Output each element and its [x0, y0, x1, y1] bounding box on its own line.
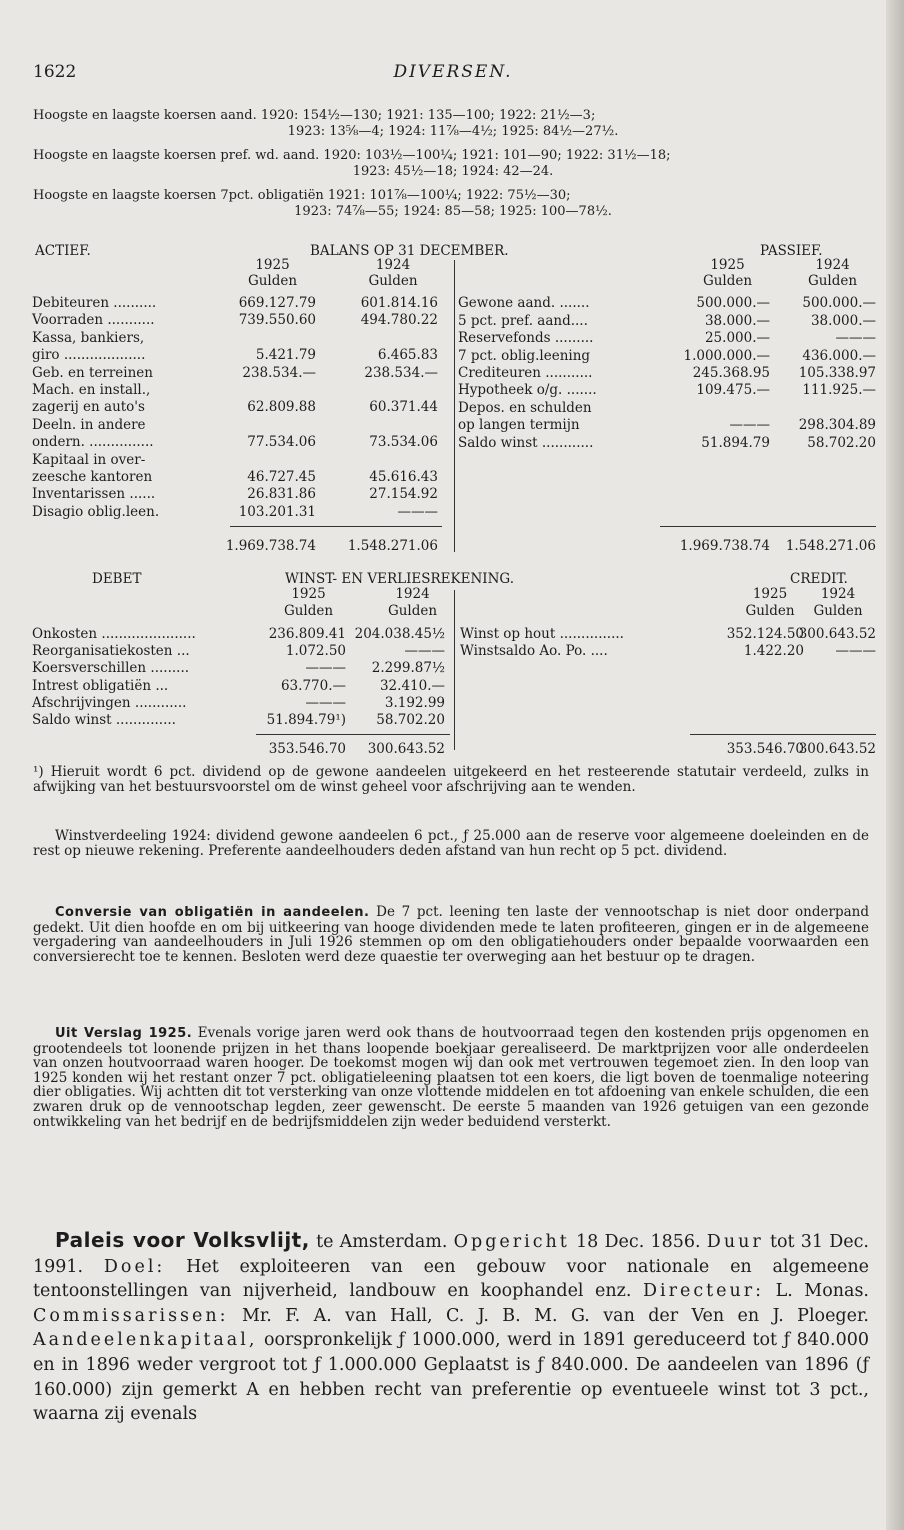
entry-text: oorspronkelijk ƒ 1000.000, werd in 1891 gereduceerd tot ƒ 840.000 en in 1896 weder vergroot tot ƒ 1.000.000 Geplaatst is ƒ 840.000. De aandeelen van 1896 (ƒ 160.000) zijn gemerkt A en hebben recht van preferentie op eventueele winst tot 3 pct., waarna zij evenals	[33, 1330, 869, 1425]
column-divider	[454, 590, 455, 750]
year-header: 1924	[395, 586, 430, 602]
currency-header: Gulden	[283, 603, 334, 619]
liability-value-1924: 58.702.20	[807, 434, 876, 451]
debit-label: Onkosten ......................	[32, 626, 196, 642]
liability-value-1924: ———	[835, 330, 876, 347]
debit-value-1925: 1.072.50	[285, 643, 346, 660]
field-label: Duur	[706, 1232, 764, 1252]
year-header: 1925	[752, 586, 788, 602]
asset-value-1925: 26.831.86	[247, 486, 316, 503]
conversie-heading: Conversie van obligatiën in aandeelen.	[55, 905, 370, 920]
year-header: 1925	[255, 257, 290, 273]
price-range-line: 1923: 45½—18; 1924: 42—24.	[352, 164, 554, 179]
debit-value-1925: 63.770.—	[280, 677, 346, 694]
debit-label: Reorganisatiekosten ...	[32, 643, 190, 660]
price-range-line: Hoogste en laagste koersen pref. wd. aand. 1920: 103½—100¼; 1921: 101—90; 1922: 31½—18;	[33, 148, 671, 163]
liability-value-1925	[664, 401, 770, 416]
verslag-paragraph	[33, 1026, 869, 1129]
asset-value-1924: 601.814.16	[360, 295, 438, 311]
credit-label: Winstsaldo Ao. Po. ....	[460, 643, 608, 660]
liability-value-1925: 38.000.—	[704, 312, 770, 329]
asset-value-1925: 5.421.79	[255, 347, 316, 364]
credit-value-1924: ———	[835, 643, 876, 660]
year-header: 1925	[291, 586, 326, 602]
liability-value-1924: 298.304.89	[798, 417, 876, 434]
currency-header: Gulden	[368, 273, 418, 289]
debit-value-1925: 51.894.79¹)	[266, 712, 346, 728]
debit-value-1924: 32.410.—	[379, 677, 445, 694]
paleis-entry	[33, 1228, 869, 1427]
balance-left-title: ACTIEF.	[35, 243, 91, 259]
debit-value-1924: 3.192.99	[384, 694, 445, 711]
liability-value-1925: 109.475.—	[696, 382, 770, 399]
column-divider	[454, 260, 455, 552]
credit-label: Winst op hout ...............	[460, 626, 624, 642]
currency-header: Gulden	[745, 603, 795, 619]
liability-value-1924: 436.000.—	[802, 347, 876, 364]
debit-label: Saldo winst ..............	[32, 712, 176, 728]
liability-value-1924: 105.338.97	[798, 365, 876, 381]
debit-value-1925: ———	[305, 694, 346, 711]
liability-value-1924: 38.000.—	[810, 312, 876, 329]
liability-value-1925: ———	[729, 417, 770, 434]
field-label: Doel:	[103, 1256, 166, 1277]
liability-label: Depos. en schulden	[458, 399, 592, 416]
asset-label: Geb. en terreinen	[32, 364, 153, 381]
liability-value-1925	[664, 279, 770, 294]
price-range-ordinary	[33, 108, 873, 140]
asset-value-1924: 45.616.43	[369, 469, 438, 485]
asset-value-1925	[216, 383, 316, 398]
liability-label: Hypotheek o/g. .......	[458, 382, 597, 399]
asset-value-1924: ———	[397, 503, 438, 520]
page-header	[33, 62, 873, 86]
asset-label: zeesche kantoren	[32, 469, 153, 485]
asset-value-1924	[338, 331, 438, 346]
pnl-left-title: DEBET	[92, 571, 142, 587]
entry-text: tot 31 Dec. 1991.	[33, 1232, 869, 1277]
asset-label: Kapitaal in over-	[32, 451, 146, 468]
assets-total-1925: 1.969.738.74	[225, 538, 316, 554]
liability-value-1924	[778, 279, 876, 294]
year-header: 1924	[820, 586, 856, 602]
price-range-line: Hoogste en laagste koersen 7pct. obligatiën 1921: 101⅞—100¼; 1922: 75½—30;	[33, 188, 571, 203]
year-header: 1924	[815, 257, 850, 273]
asset-value-1925: 103.201.31	[238, 503, 316, 520]
debit-label: Koersverschillen .........	[32, 660, 190, 677]
field-label: Aandeelenkapitaal,	[33, 1330, 258, 1351]
entry-text: Het exploiteeren van een gebouw voor nationale en algemeene tentoonstellingen van nijverheid, landbouw en koophandel enz.	[33, 1256, 870, 1302]
asset-value-1925	[216, 453, 316, 468]
winstverdeeling-paragraph: Winstverdeeling 1924: dividend gewone aandeelen 6 pct., ƒ 25.000 aan de reserve voor algemeene doeleinden en de rest op nieuwe rekening. Preferente aandeelhouders deden afstand van hun recht op 5 pct. dividend.	[33, 828, 869, 859]
liability-value-1925: 1.000.000.—	[683, 347, 770, 364]
asset-value-1924	[338, 418, 438, 433]
currency-header: Gulden	[702, 273, 753, 289]
pnl-right-title: CREDIT.	[790, 571, 848, 587]
asset-value-1925: 77.534.06	[247, 434, 316, 451]
pnl-center-title: WINST- EN VERLIESREKENING.	[285, 571, 515, 587]
liability-value-1924	[778, 401, 876, 416]
credit-value-1924: 300.643.52	[798, 626, 876, 642]
debit-value-1925: 236.809.41	[268, 626, 346, 642]
asset-value-1925	[216, 331, 316, 346]
total-rule	[660, 526, 876, 527]
liability-label: 5 pct. pref. aand....	[458, 312, 588, 329]
total-rule	[256, 734, 450, 735]
entry-text: 18 Dec. 1856.	[569, 1232, 707, 1252]
asset-label: giro ...................	[32, 347, 146, 364]
entry-text: te Amsterdam.	[309, 1232, 454, 1252]
price-range-line: 1923: 13⅝—4; 1924: 11⅞—4½; 1925: 84½—27½.	[287, 124, 619, 139]
asset-value-1924	[338, 453, 438, 468]
asset-value-1924: 494.780.22	[360, 312, 438, 329]
liability-value-1925: 500.000.—	[696, 295, 770, 312]
credit-total-1924: 300.643.52	[798, 741, 876, 757]
currency-header: Gulden	[387, 603, 438, 619]
asset-value-1924: 60.371.44	[369, 399, 438, 416]
asset-value-1924	[338, 383, 438, 398]
asset-value-1924: 238.534.—	[364, 364, 438, 381]
asset-label: ondern. ...............	[32, 434, 154, 451]
asset-label: Kassa, bankiers,	[32, 329, 145, 346]
year-header: 1924	[375, 257, 411, 273]
asset-label: Disagio oblig.leen.	[32, 503, 160, 520]
price-range-line: Hoogste en laagste koersen aand. 1920: 154½—130; 1921: 135—100; 1922: 21½—3;	[33, 108, 596, 123]
debit-value-1925: ———	[305, 660, 346, 677]
debit-label: Afschrijvingen ............	[32, 694, 187, 711]
asset-value-1925	[216, 418, 316, 433]
liabilities-total-1925: 1.969.738.74	[679, 538, 770, 554]
price-range-line: 1923: 74⅞—55; 1924: 85—58; 1925: 100—78½.	[294, 204, 612, 219]
credit-total-1925: 353.546.70	[726, 741, 804, 757]
field-label: Commissarissen:	[33, 1305, 229, 1326]
asset-value-1925: 46.727.45	[247, 469, 316, 485]
asset-value-1925: 238.534.—	[242, 364, 316, 381]
liability-label: Saldo winst ............	[458, 434, 594, 451]
debit-value-1924: ———	[404, 643, 445, 660]
balance-sheet	[30, 244, 876, 564]
conversie-text: De 7 pct. leening ten laste der vennootschap is niet door onderpand gedekt. Uit dien hoofde en om bij uitkeering van hooge dividenden mede te laten profiteeren, gingen er in de algemeene vergadering van aandeelhouders in Juli 1926 stemmen op om den obligatiehouders onder bepaalde voorwaarden een conversierecht toe te kennen. Besloten werd deze quaestie ter overweging aan het bestuur op te dragen.	[33, 904, 869, 965]
liability-label: Gewone aand. .......	[458, 295, 590, 312]
asset-value-1925: 669.127.79	[238, 295, 316, 311]
liability-label: 7 pct. oblig.leening	[458, 347, 591, 364]
footnote: ¹) Hieruit wordt 6 pct. dividend op de gewone aandeelen uitgekeerd en het resteerende statutair verdeeld, zulks in afwijking van het bestuursvoorstel om de winst geheel voor afschrijving aan te wenden.	[33, 764, 869, 795]
page-number: 1622	[33, 62, 77, 82]
debit-total-1924: 300.643.52	[367, 741, 445, 757]
page-edge-shadow	[886, 0, 904, 1530]
liability-value-1925: 25.000.—	[704, 330, 770, 347]
debit-value-1924: 2.299.87½	[371, 660, 445, 677]
currency-header: Gulden	[247, 273, 298, 289]
asset-label: Inventarissen ......	[32, 486, 156, 503]
credit-value-1925: 352.124.50	[726, 626, 804, 642]
balance-right-title: PASSIEF.	[760, 243, 823, 259]
asset-value-1924: 6.465.83	[377, 347, 438, 364]
currency-header: Gulden	[807, 273, 858, 289]
asset-value-1924: 73.534.06	[369, 434, 438, 451]
entry-text: Mr. F. A. van Hall, C. J. B. M. G. van der Ven en J. Ploeger.	[228, 1305, 869, 1326]
liability-value-1925: 51.894.79	[701, 434, 770, 451]
liabilities-total-1924: 1.548.271.06	[785, 538, 876, 554]
price-range-bonds	[33, 188, 873, 220]
profit-and-loss	[30, 572, 876, 762]
assets-total-1924: 1.548.271.06	[347, 538, 438, 554]
year-header: 1925	[710, 257, 745, 273]
debit-total-1925: 353.546.70	[268, 741, 346, 757]
asset-value-1925: 62.809.88	[247, 399, 316, 416]
liability-label: Reservefonds .........	[458, 330, 594, 347]
credit-value-1925: 1.422.20	[743, 643, 804, 660]
debit-value-1924: 58.702.20	[376, 712, 445, 728]
entry-text: L. Monas.	[764, 1281, 869, 1302]
liability-label: op langen termijn	[458, 417, 580, 434]
liability-value-1925: 245.368.95	[692, 365, 770, 381]
balance-center-title: BALANS OP 31 DECEMBER.	[310, 243, 509, 259]
conversie-paragraph	[33, 905, 869, 964]
running-head: DIVERSEN.	[393, 62, 513, 82]
verslag-text: Evenals vorige jaren werd ook thans de houtvoorraad tegen den kostenden prijs opgenomen en grootendeels tot loonende prijzen in het thans loopende boekjaar gerealiseerd. De marktprijzen voor alle onderdeelen van onzen houtvoorraad waren hooger. De toekomst mogen wij dan ook met vertrouwen tegemoet zien. In den loop van 1925 konden wij het restant onzer 7 pct. obligatieleening plaatsen tot een koers, die ligt boven de toenmalige noteering dier obligaties. Wij achtten dit tot versterking van onze vlottende middelen en tot afdoening van enkele schulden, die een zwaren druk op de vennootschap legden, zeer gewenscht. De eerste 5 maanden van 1926 getuigen van een gezonde ontwikkeling van het bedrijf en de bedrijfsmiddelen zijn weder beduidend versterkt.	[33, 1025, 870, 1130]
price-range-preferred	[33, 148, 873, 180]
asset-label: Mach. en install.,	[32, 382, 151, 398]
debit-label: Intrest obligatiën ...	[32, 677, 169, 694]
asset-value-1924: 27.154.92	[369, 486, 438, 503]
asset-label: Voorraden ...........	[32, 312, 155, 329]
liability-label: Crediteuren ...........	[458, 365, 593, 381]
company-name: Paleis voor Volksvlijt,	[55, 1228, 310, 1252]
asset-label: zagerij en auto's	[32, 399, 145, 416]
asset-value-1925: 739.550.60	[238, 312, 316, 329]
verslag-heading: Uit Verslag 1925.	[55, 1026, 193, 1041]
field-label: Opgericht	[453, 1232, 570, 1252]
field-label: Directeur:	[642, 1281, 765, 1302]
liability-value-1924: 111.925.—	[802, 382, 876, 399]
asset-label: Deeln. in andere	[32, 416, 146, 433]
debit-value-1924: 204.038.45½	[354, 626, 445, 642]
liability-value-1924: 500.000.—	[802, 295, 876, 312]
asset-label: Debiteuren ..........	[32, 295, 157, 311]
currency-header: Gulden	[813, 603, 863, 619]
total-rule	[230, 526, 442, 527]
total-rule	[690, 734, 876, 735]
